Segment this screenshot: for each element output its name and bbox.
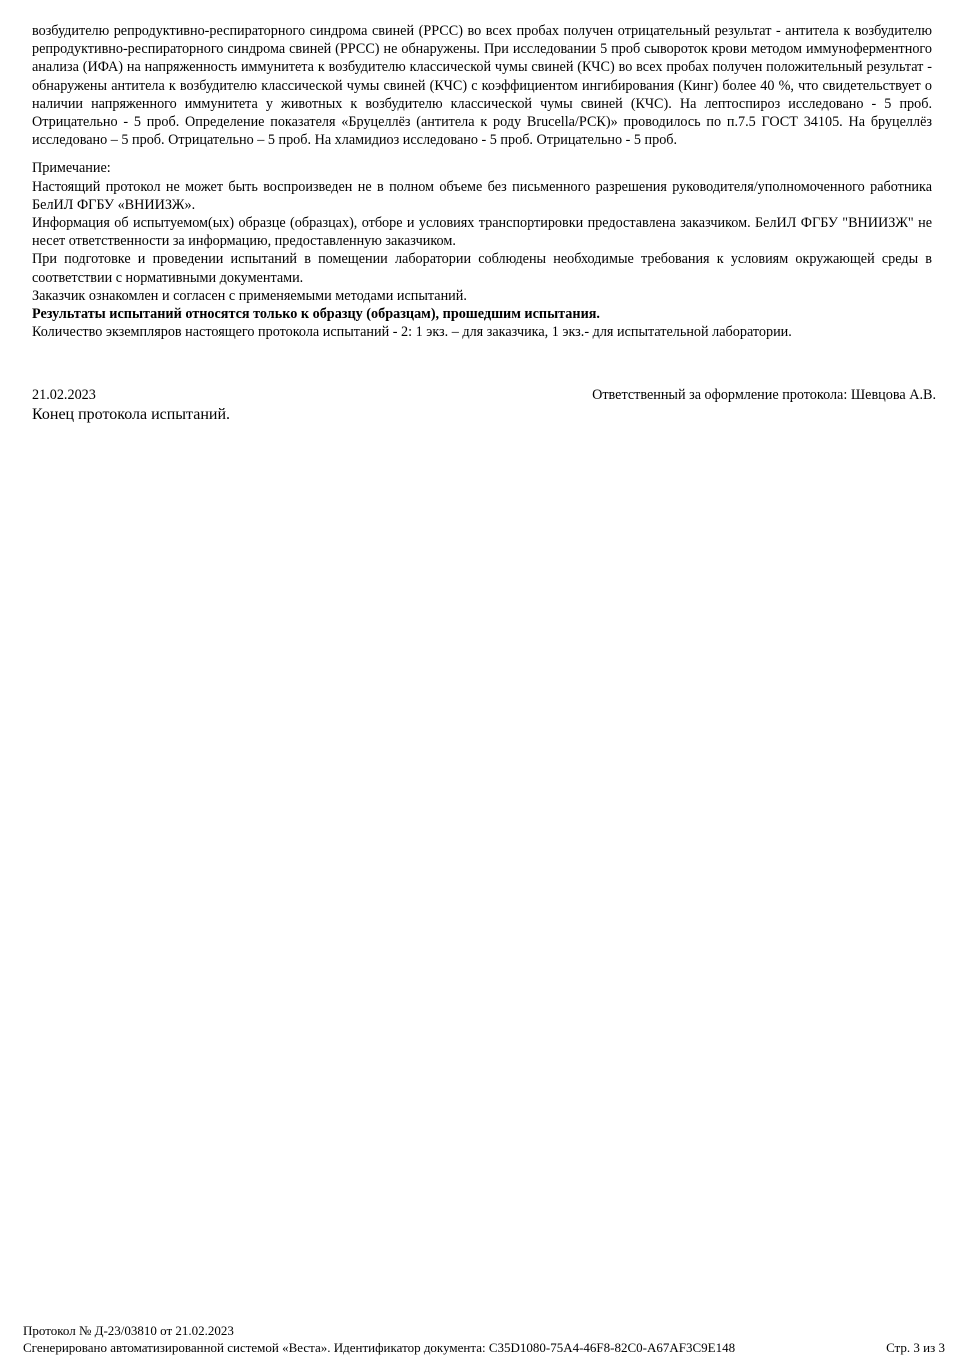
footer-page-number: Стр. 3 из 3 — [886, 1340, 945, 1355]
signature-date: 21.02.2023 — [32, 387, 96, 403]
note-environment: При подготовке и проведении испытаний в помещении лаборатории соблюдены необходимые требования к условиям окружающей среды в соответствии с нормативными документами. — [32, 251, 932, 286]
footer-generated-by: Сгенерировано автоматизированной системой «Веста». Идентификатор документа: C35D1080-75A4-46F8-82C0-A67AF3C9E148 — [23, 1340, 736, 1355]
results-paragraph: возбудителю репродуктивно-респираторного синдрома свиней (РРСС) во всех пробах получен отрицательный результат - антитела к возбудителю репродуктивно-респираторного синдрома свиней (РРСС) не обнаружены. При исследовании 5 проб сывороток крови методом иммуноферментного анализа (ИФА) на напряженность иммунитета к возбудителю классической чумы свиней (КЧС) во всех пробах получен положительный результат - обнаружены антитела к возбудителю классической чумы свиней (КЧС) с коэффициентом ингибирования (Кинг) более 40 %, что свидетельствует о наличии напряженного иммунитета у животных к возбудителю классической чумы свиней (КЧС). На лептоспироз исследовано - 5 проб. Отрицательно - 5 проб. Определение показателя «Бруцеллёз (антитела к роду Brucella/РСК)» проводилось по п.7.5 ГОСТ 34105. На бруцеллёз исследовано – 5 проб. Отрицательно – 5 проб. На хламидиоз исследовано - 5 проб. Отрицательно - 5 проб. — [32, 23, 932, 149]
footer-line-2 — [23, 1339, 945, 1356]
note-reproduction: Настоящий протокол не может быть воспроизведен не в полном объеме без письменного разрешения руководителя/уполномоченного работника БелИЛ ФГБУ «ВНИИЗЖ». — [32, 178, 932, 213]
document-content — [32, 22, 932, 341]
signature-responsible: Ответственный за оформление протокола: Шевцова А.В. — [592, 387, 936, 403]
note-sample-info: Информация об испытуемом(ых) образце (образцах), отборе и условиях транспортировки предоставлена заказчиком. БелИЛ ФГБУ "ВНИИЗЖ" не несет ответственности за информацию, предоставленную заказчиком. — [32, 215, 932, 250]
paragraph-gap — [32, 149, 932, 159]
footer-protocol-number: Протокол № Д-23/03810 от 21.02.2023 — [23, 1323, 234, 1338]
note-results-scope: Результаты испытаний относятся только к образцу (образцам), прошедшим испытания. — [32, 306, 600, 323]
notes-heading: Примечание: — [32, 160, 111, 177]
note-methods: Заказчик ознакомлен и согласен с применяемыми методами испытаний. — [32, 287, 467, 304]
note-copies: Количество экземпляров настоящего протокола испытаний - 2: 1 экз. – для заказчика, 1 экз.- для испытательной лаборатории. — [32, 324, 792, 341]
end-of-protocol: Конец протокола испытаний. — [32, 406, 231, 423]
page-footer — [23, 1322, 945, 1356]
